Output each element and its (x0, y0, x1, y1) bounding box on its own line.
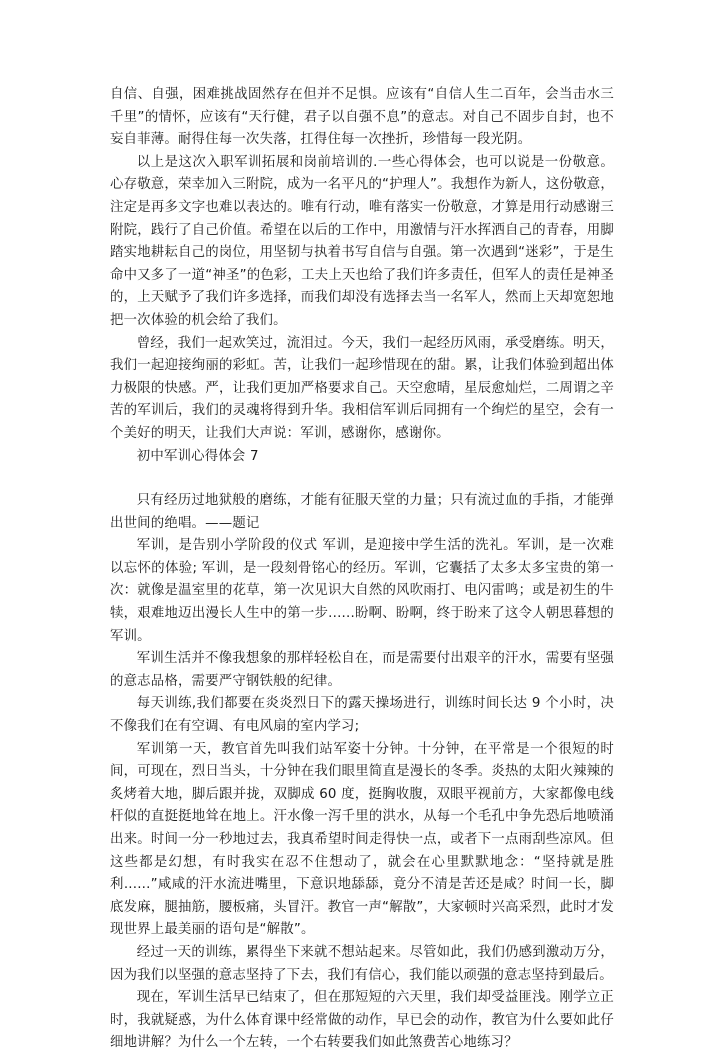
paragraph: 军训，是告别小学阶段的仪式 军训，是迎接中学生活的洗礼。军训，是一次难以忘怀的体验; 军训，是一段刻骨铭心的经历。军训，它囊括了太多太多宝贵的第一次：就像是温室里的花草，第一次见识大自然的风吹雨打、电闪雷鸣；或是初生的牛犊，艰难地迈出漫长人生中的第一步......盼啊、盼啊，终于盼来了这令人朝思暮想的军训。 (110, 538, 614, 644)
paragraph: 每天训练,我们都要在炎炎烈日下的露天操场进行，训练时间长达 9 个小时，决不像我们在有空调、有电风扇的室内学习; (110, 696, 614, 735)
paragraph: 军训生活并不像我想象的那样轻松自在，而是需要付出艰辛的汗水，需要有坚强的意志品格，需要严守钢铁般的纪律。 (110, 651, 614, 689)
epigraph: 只有经历过地狱般的磨练，才能有征服天堂的力量；只有流过血的手指，才能弹出世间的绝唱。——题记 (110, 493, 614, 531)
paragraph: 经过一天的训练，累得坐下来就不想站起来。尽管如此，我们仍感到激动万分，因为我们以坚强的意志坚持了下去，我们有信心，我们能以顽强的意志坚持到最后。 (110, 944, 614, 983)
document-page (110, 84, 614, 1055)
paragraph: 现在，军训生活早已结束了，但在那短短的六天里，我们却受益匪浅。刚学立正时，我就疑惑，为什么体育课中经常做的动作，早已会的动作，教官为什么要如此仔细地讲解？为什么一个左转，一个右转要我们如此煞费苦心地练习？ (110, 990, 614, 1051)
paragraph: 军训第一天，教官首先叫我们站军姿十分钟。十分钟，在平常是一个很短的时间，可现在，烈日当头，十分钟在我们眼里简直是漫长的冬季。炎热的太阳火辣辣的炙烤着大地，脚后跟并拢，双脚成 60 度，挺胸收腹，双眼平视前方，大家都像电线杆似的直挺挺地耸在地上。汗水像一泻千里的洪水，从每一个毛孔中争先恐后地喷涌出来。时间一分一秒地过去，我真希望时间走得快一点，或者下一点雨刮些凉风。但这些都是幻想，有时我实在忍不住想动了，就会在心里默默地念：“坚持就是胜利......”咸咸的汗水流进嘴里，下意识地舔舔，竟分不清是苦还是咸？时间一长，脚底发麻，腿抽筋，腰板痛，头冒汗。教官一声“解散”，大家顿时兴高采烈，此时才发现世界上最美丽的语句是“解散”。 (110, 741, 614, 938)
section-gap (110, 468, 614, 490)
paragraph: 以上是这次入职军训拓展和岗前培训的.一些心得体会，也可以说是一份敬意。心存敬意，荣幸加入三附院，成为一名平凡的“护理人”。我想作为新人，这份敬意，注定是再多文字也难以表达的。唯有行动，唯有落实一份敬意，才算是用行动感谢三附院，践行了自己价值。希望在以后的工作中，用激情与汗水挥洒自己的青春，用脚踏实地耕耘自己的岗位，用坚韧与执着书写自信与自强。第一次遇到“迷彩”，于是生命中又多了一道“神圣”的色彩，工夫上天也给了我们许多责任，但军人的责任是神圣的，上天赋予了我们许多选择，而我们却没有选择去当一名军人，然而上天却宽恕地把一次体验的机会给了我们。 (110, 154, 614, 328)
paragraph: 自信、自强，困难挑战固然存在但并不足惧。应该有“自信人生二百年，会当击水三千里”的情怀，应该有“天行健，君子以自强不息”的意志。对自己不固步自封，也不妄自菲薄。耐得住每一次失落，扛得住每一次挫折，珍惜每一段光阴。 (110, 87, 614, 148)
paragraph: 曾经，我们一起欢笑过，流泪过。今天，我们一起经历风雨，承受磨练。明天，我们一起迎接绚丽的彩虹。苦，让我们一起珍惜现在的甜。累，让我们体验到超出体力极限的快感。严，让我们更加严格要求自己。天空愈晴，星辰愈灿烂，二周谓之辛苦的军训后，我们的灵魂将得到升华。我相信军训后同拥有一个绚烂的星空，会有一个美好的明天，让我们大声说：军训，感谢你，感谢你。 (110, 335, 614, 441)
section-heading: 初中军训心得体会 7 (136, 448, 259, 464)
